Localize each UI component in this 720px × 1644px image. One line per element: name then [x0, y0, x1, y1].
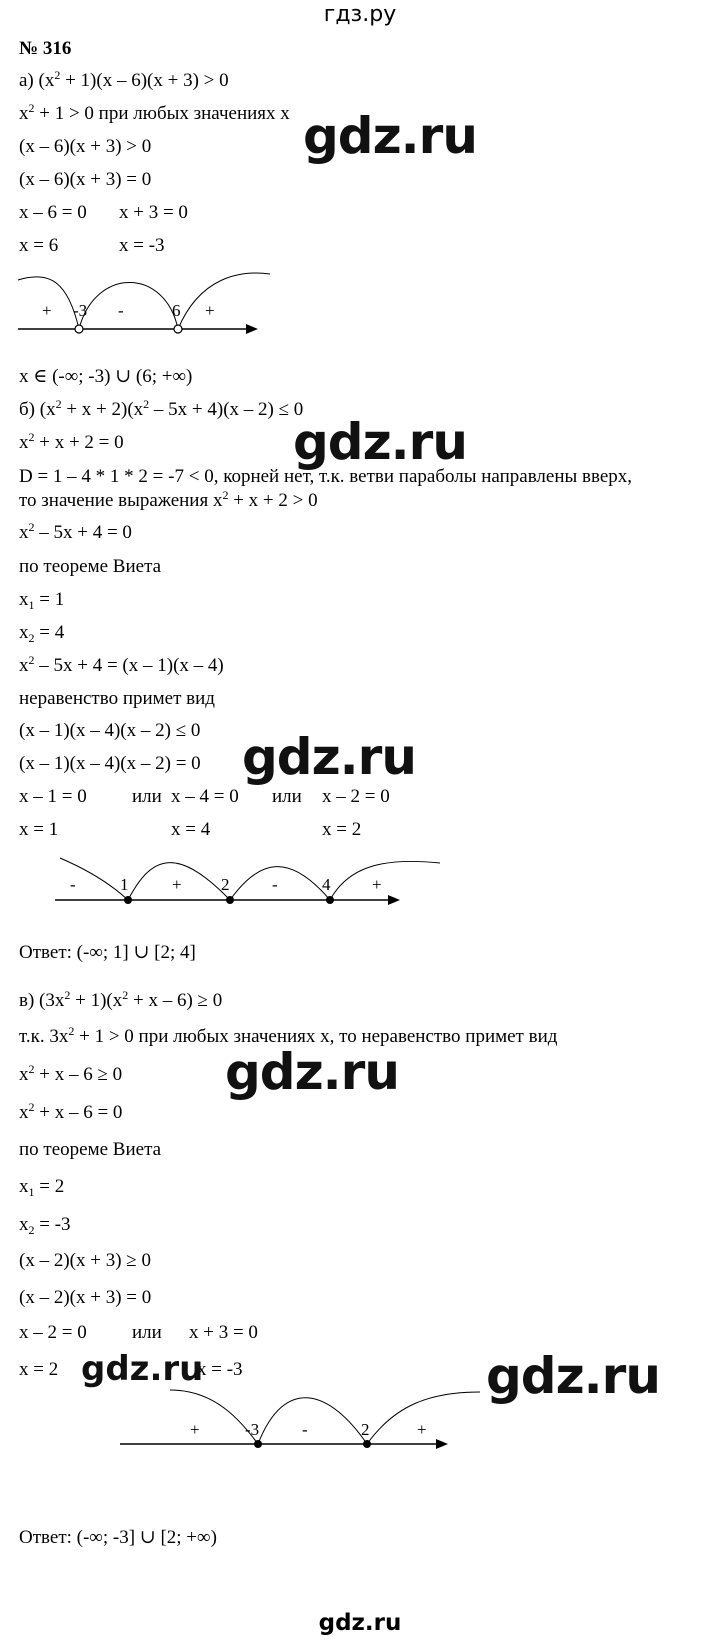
interval-sign: -	[272, 875, 278, 894]
sign-chart-c	[0, 1380, 500, 1460]
watermark: gdz.ru	[303, 107, 477, 165]
part-c-line-1: в) $(3x^2 + 1)(x^2 + x - 6) \ge 0$	[19, 988, 223, 1011]
part-c-line-10: x – 2 = 0 или x + 3 = 0	[19, 1322, 258, 1343]
part-b-line-1: б) $(x^2 + x + 2)(x^2 - 5x + 4)(x - 2) \le 0$	[19, 397, 304, 420]
site-footer: gdz.ru	[318, 1610, 402, 1636]
part-c-line-7: $x_2 = -3$	[19, 1214, 71, 1237]
part-c-answer: Ответ: (-∞; -3] ∪ [2; +∞)	[19, 1527, 217, 1548]
part-b-line-5: $x^2 - 5x + 4 = 0$	[19, 520, 132, 543]
sign-curve-c	[170, 1390, 480, 1444]
watermark: gdz.ru	[81, 1349, 204, 1389]
problem-number: № 316	[19, 38, 72, 59]
axis-point-filled	[254, 1440, 262, 1448]
part-b-line-10: неравенство примет вид	[19, 688, 215, 709]
axis-arrow-b	[388, 895, 400, 905]
interval-sign: -	[302, 1420, 308, 1439]
point-label: 2	[361, 1420, 370, 1439]
point-label: 6	[172, 301, 181, 320]
part-b-line-13: x – 1 = 0 или x – 4 = 0 или x – 2 = 0	[19, 786, 390, 807]
part-b-answer: Ответ: (-∞; 1] ∪ [2; 4]	[19, 942, 196, 963]
part-a-answer: x ∈ (-∞; -3) ∪ (6; +∞)	[19, 366, 193, 387]
part-c-line-8: (x – 2)(x + 3) ≥ 0	[19, 1250, 151, 1271]
sign-chart-b	[0, 848, 460, 918]
part-b-line-6: по теореме Виета	[19, 556, 162, 577]
part-b-line-3: D = 1 – 4 * 1 * 2 = -7 < 0, корней нет, т.к. ветви параболы направлены вверх,	[19, 466, 633, 487]
part-b-line-2: $x^2 + x + 2 = 0$	[19, 430, 124, 453]
axis-point-open	[75, 325, 83, 333]
interval-sign: +	[190, 1420, 200, 1439]
interval-sign: +	[417, 1420, 427, 1439]
sign-curve-a	[18, 273, 270, 329]
site-header: гдз.ру	[323, 2, 397, 27]
part-b-line-9: $x^2 - 5x + 4 = (x - 1)(x - 4)$	[19, 653, 224, 676]
part-a-line-6: x = 6 x = -3	[19, 235, 165, 256]
part-b-line-14: x = 1 x = 4 x = 2	[19, 819, 362, 840]
part-b-line-4: то значение выражения $x^2 + x + 2 > 0$	[19, 488, 318, 511]
sign-chart-a	[0, 262, 300, 342]
part-b-line-12: (x – 1)(x – 4)(x – 2) = 0	[19, 753, 201, 774]
part-c-line-6: $x_1 = 2$	[19, 1176, 65, 1199]
interval-sign: +	[372, 875, 382, 894]
point-label: 2	[221, 875, 230, 894]
interval-sign: +	[205, 301, 215, 320]
point-label: 1	[120, 875, 129, 894]
part-a-line-1: а) $(x^2 + 1)(x - 6)(x + 3) > 0$	[19, 68, 229, 91]
part-c-line-11: x = 2 x = -3	[19, 1359, 243, 1380]
part-c-line-4: $x^2 + x - 6 = 0$	[19, 1100, 123, 1123]
part-c-line-5: по теореме Виета	[19, 1139, 162, 1160]
point-label: -3	[245, 1420, 260, 1439]
part-a-line-4: (x – 6)(x + 3) = 0	[19, 169, 152, 190]
axis-point-filled	[124, 896, 132, 904]
part-a-line-5: x – 6 = 0 x + 3 = 0	[19, 202, 188, 223]
point-label: -3	[73, 301, 88, 320]
point-label: 4	[322, 875, 331, 894]
part-c-line-9: (x – 2)(x + 3) = 0	[19, 1287, 152, 1308]
axis-arrow-c	[436, 1439, 448, 1449]
watermark: gdz.ru	[486, 1347, 660, 1405]
watermark: gdz.ru	[225, 1043, 399, 1101]
interval-sign: -	[118, 301, 124, 320]
part-a-line-2: $x^2 + 1 > 0$ при любых значениях x	[19, 101, 290, 124]
part-c-line-3: $x^2 + x - 6 \ge 0$	[19, 1062, 123, 1085]
axis-point-open	[174, 325, 182, 333]
part-b-line-8: $x_2 = 4$	[19, 622, 65, 645]
part-a-line-3: (x – 6)(x + 3) > 0	[19, 136, 152, 157]
sign-curve-b	[60, 858, 440, 900]
axis-point-filled	[363, 1440, 371, 1448]
interval-sign: +	[42, 301, 52, 320]
interval-sign: +	[172, 875, 182, 894]
interval-sign: -	[70, 875, 76, 894]
part-c-line-2: т.к. $3x^2 + 1 > 0$ при любых значениях x, то неравенство примет вид	[19, 1024, 558, 1047]
watermark: gdz.ru	[293, 413, 467, 471]
part-b-line-7: $x_1 = 1$	[19, 589, 65, 612]
axis-point-filled	[326, 896, 334, 904]
axis-arrow-a	[246, 324, 258, 334]
axis-point-filled	[226, 896, 234, 904]
part-b-line-11: (x – 1)(x – 4)(x – 2) ≤ 0	[19, 720, 201, 741]
watermark: gdz.ru	[242, 728, 416, 786]
